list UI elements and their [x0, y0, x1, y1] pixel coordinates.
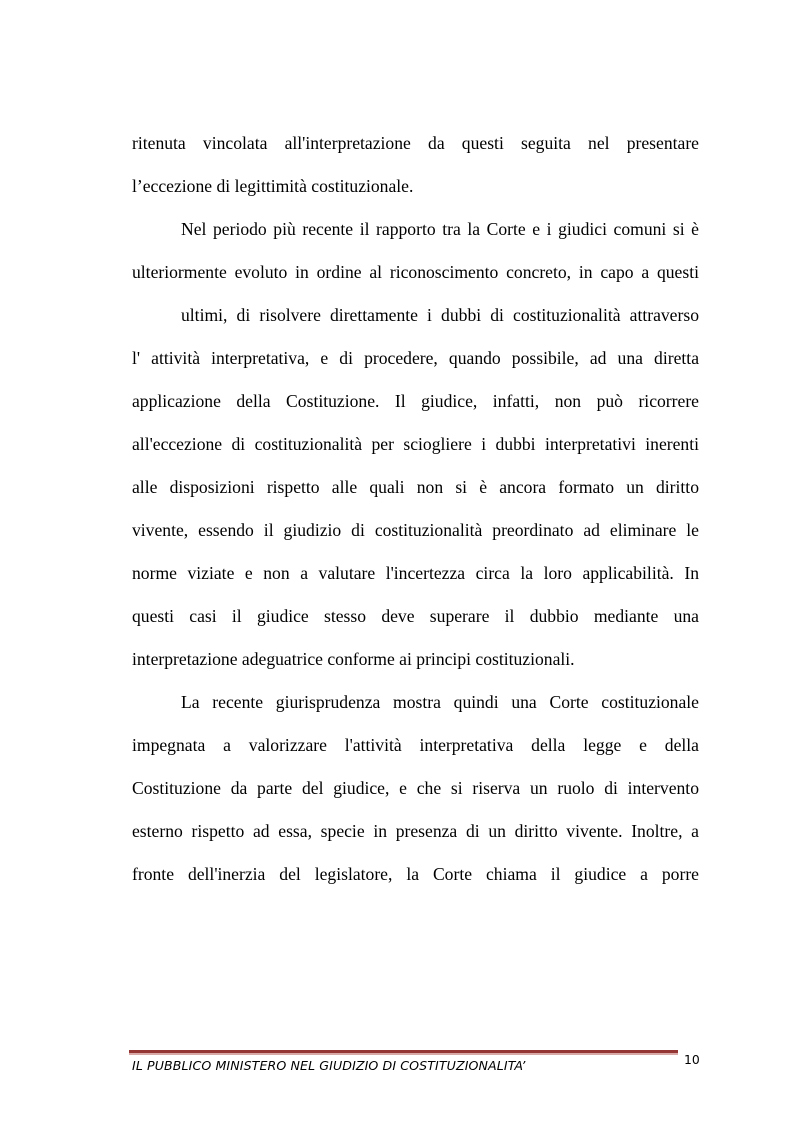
text-line: questi casi il giudice stesso deve superare il dubbio mediante una [132, 606, 699, 626]
footer-title: IL PUBBLICO MINISTERO NEL GIUDIZIO DI COSTITUZIONALITA’ [132, 1058, 526, 1073]
footer-rule-light [129, 1053, 678, 1055]
footer-rule [129, 1050, 678, 1056]
text-line: ritenuta vincolata all'interpretazione da questi seguita nel presentare [132, 133, 699, 153]
text-line: fronte dell'inerzia del legislatore, la Corte chiama il giudice a porre [132, 864, 699, 884]
text-line: norme viziate e non a valutare l'incertezza circa la loro applicabilità. In [132, 563, 699, 583]
text-line: vivente, essendo il giudizio di costituzionalità preordinato ad eliminare le [132, 520, 699, 540]
text-line: esterno rispetto ad essa, specie in presenza di un diritto vivente. Inoltre, a [132, 821, 699, 841]
text-line: ulteriormente evoluto in ordine al riconoscimento concreto, in capo a questi [132, 262, 699, 282]
text-line: Costituzione da parte del giudice, e che si riserva un ruolo di intervento [132, 778, 699, 798]
body-text [132, 122, 699, 896]
page-number: 10 [684, 1052, 700, 1067]
text-line: l’eccezione di legittimità costituzionale. [132, 176, 414, 196]
text-line: La recente giurisprudenza mostra quindi una Corte costituzionale [181, 692, 699, 712]
text-line: all'eccezione di costituzionalità per sciogliere i dubbi interpretativi inerenti [132, 434, 699, 454]
text-line: ultimi, di risolvere direttamente i dubbi di costituzionalità attraverso [181, 305, 699, 325]
text-line: Nel periodo più recente il rapporto tra la Corte e i giudici comuni si è [181, 219, 699, 239]
text-line: impegnata a valorizzare l'attività interpretativa della legge e della [132, 735, 699, 755]
text-line: alle disposizioni rispetto alle quali non si è ancora formato un diritto [132, 477, 699, 497]
text-line: interpretazione adeguatrice conforme ai principi costituzionali. [132, 649, 575, 669]
text-line: applicazione della Costituzione. Il giudice, infatti, non può ricorrere [132, 391, 699, 411]
text-line: l' attività interpretativa, e di procedere, quando possibile, ad una diretta [132, 348, 699, 368]
